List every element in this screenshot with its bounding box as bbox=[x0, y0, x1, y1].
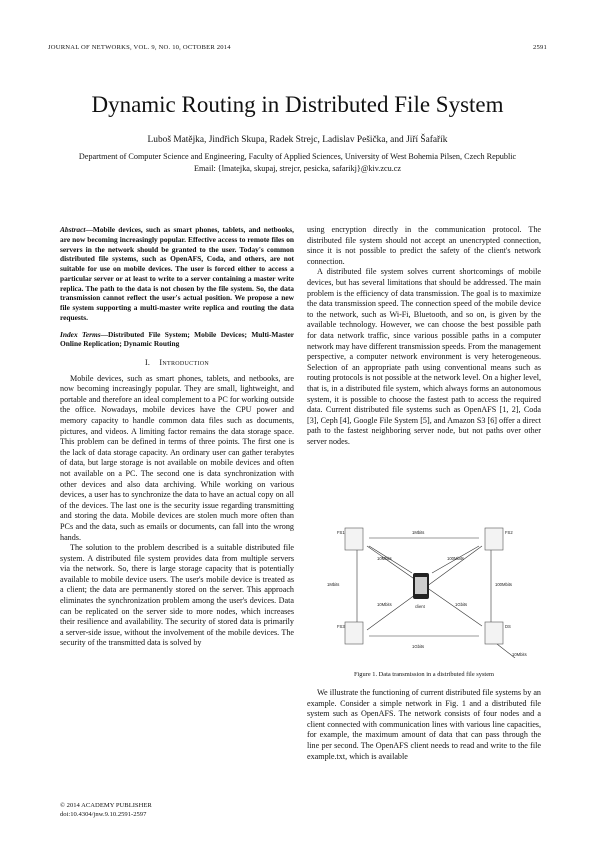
link-label: 100Mbits bbox=[447, 556, 464, 561]
node-label: client bbox=[415, 604, 425, 609]
node-label: FS1 bbox=[337, 530, 345, 535]
section-number: I. bbox=[144, 358, 151, 367]
right-column-continued bbox=[307, 688, 541, 762]
link-label: 1Gbits bbox=[455, 602, 468, 607]
link-label: 100Mbits bbox=[495, 582, 512, 587]
abstract-text: —Mobile devices, such as smart phones, tablets, and netbooks, are now becoming increasingly popular. Effective access to remote files on servers in the network should be granted to the user. Today's common distributed file systems, such as OpenAFS, Coda, and others, are not suitable for use on mobile devices. The user is forced either to access a particular server or at least to write to a server containing a master write replica. The path to the data is not chosen by the file system. So, the data transmission cannot reflect the user's actual position. We propose a new file system supporting a multi-master write replica and routing the data requests. bbox=[60, 225, 294, 322]
journal-name: JOURNAL OF NETWORKS, VOL. 9, NO. 10, OCTOBER 2014 bbox=[48, 44, 231, 51]
section-title: Introduction bbox=[159, 358, 210, 367]
link-label: 10Mbits bbox=[377, 556, 392, 561]
section-heading bbox=[60, 358, 294, 369]
affiliation-block bbox=[60, 151, 535, 176]
body-paragraph: We illustrate the functioning of current distributed file systems by an example. Consider a simple network in Fig. 1 and a distributed file system such as OpenAFS. The network consists of four nodes and a client connected with communication lines with various line capacities, for example, the maximum amount of data that can pass through the line per second. The OpenAFS client needs to read and write to the file example.txt, which is available bbox=[307, 688, 541, 761]
left-column bbox=[60, 225, 294, 649]
page-number: 2591 bbox=[533, 44, 547, 51]
link-label: 1Mbits bbox=[412, 530, 425, 535]
author-list: Luboš Matějka, Jindřich Skupa, Radek Strejc, Ladislav Pešička, and Jiří Šafařík bbox=[147, 135, 448, 145]
body-paragraph: A distributed file system solves current shortcomings of mobile devices, but has several limitations that should be addressed. The main problem is the efficiency of data transmission. The goal is to maximize the data transmission speed. The connection speed of the mobile device to the network, such as Wi-Fi, Bluetooth, and so on, is given by the available technology. However, we can choose the best possible path for data network traffic, since various possible paths in a computer network may have different transmission speeds. From the management perspective, a computer network environment is very heterogeneous. Selection of an appropriate path using conventional means such as routing protocols is not possible at the network level. On a higher level, that is, in a distributed file system, which always forms an autonomous system, it is possible to choose the fastest path to access the required data. Current distributed file systems such as OpenAFS [1, 2], Coda [3], Ceph [4], Google File System [5], and Amazon S3 [6] offer a direct path to the fastest neighboring server node, but not paths over other server nodes. bbox=[307, 267, 541, 446]
node-label: DS bbox=[505, 624, 511, 629]
author-email: Email: {lmatejka, skupaj, strejcr, pesicka, safarikj}@kiv.zcu.cz bbox=[193, 164, 402, 174]
link-label: 1Gbits bbox=[412, 644, 425, 649]
body-paragraph: Mobile devices, such as smart phones, tablets, and netbooks, are now becoming increasingly popular. They are small, lightweight, and portable and therefore an ideal complement to a PC for working outside the office. Nowadays, mobile devices have the CPU power and memory capacity to handle common data files such as documents, pictures, and videos. A limiting factor remains the data storage space. This problem can be defined in terms of three points. The first one is the lack of data storage capacity. An ordinary user can gather terabytes of data, but large storage is not available on mobile devices and often not available on a PC. The second one is data synchronization with other devices and also data archiving. While working on various devices, a user has to synchronize the data to have an actual copy on all of the devices. The last one is the security issue regarding transmitting and storing the data. Mobile devices are stolen much more often than PCs and the data, such as emails or documents, can fall into the wrong hands. bbox=[60, 373, 294, 542]
right-column bbox=[307, 225, 541, 447]
running-header bbox=[48, 44, 547, 51]
network-figure bbox=[307, 518, 541, 658]
link-label: 10Mbits bbox=[512, 652, 527, 657]
abstract-label: Abstract bbox=[60, 225, 86, 234]
affiliation: Department of Computer Science and Engineering, Faculty of Applied Sciences, University of West Bohemia Pilsen, Czech Republic bbox=[78, 152, 517, 161]
index-terms bbox=[60, 330, 294, 350]
link-label: 10Mbits bbox=[377, 602, 392, 607]
client-phone-icon bbox=[413, 573, 429, 599]
node-label: FS3 bbox=[337, 624, 345, 629]
link-label: 1Mbits bbox=[327, 582, 340, 587]
node-label: FS2 bbox=[505, 530, 513, 535]
page-footer bbox=[60, 802, 152, 820]
body-paragraph: The solution to the problem described is a suitable distributed file system. A distributed file system provides data from multiple servers via the network. So, there is large storage capacity that is potentially available to mobile device users. The user's mobile device is treated as a client; the data are permanently stored on the server. This approach eliminates the synchronization problem among the user's devices. Data can be replicated on the server side to more nodes, which increases their resilience and availability. The security of stored data is primarily a server-side issue, without the involvement of the mobile devices. The security of the transmitted data is solved by bbox=[60, 543, 294, 648]
figure-caption: Figure 1. Data transmission in a distributed file system bbox=[353, 671, 495, 678]
index-terms-text: —Distributed File System; Mobile Devices; Multi-Master Online Replication; Dynamic Routing bbox=[60, 329, 295, 349]
abstract bbox=[60, 225, 294, 323]
paper-title: Dynamic Routing in Distributed File System bbox=[91, 92, 504, 117]
index-terms-label: Index Terms bbox=[60, 329, 101, 339]
copyright: © 2014 ACADEMY PUBLISHER bbox=[60, 802, 152, 809]
doi: doi:10.4304/jnw.9.10.2591-2597 bbox=[60, 810, 147, 818]
body-paragraph: using encryption directly in the communication protocol. The distributed file system should not accept an unencrypted connection, since it is not possible to predict the safety of the client's network connection. bbox=[307, 225, 541, 266]
